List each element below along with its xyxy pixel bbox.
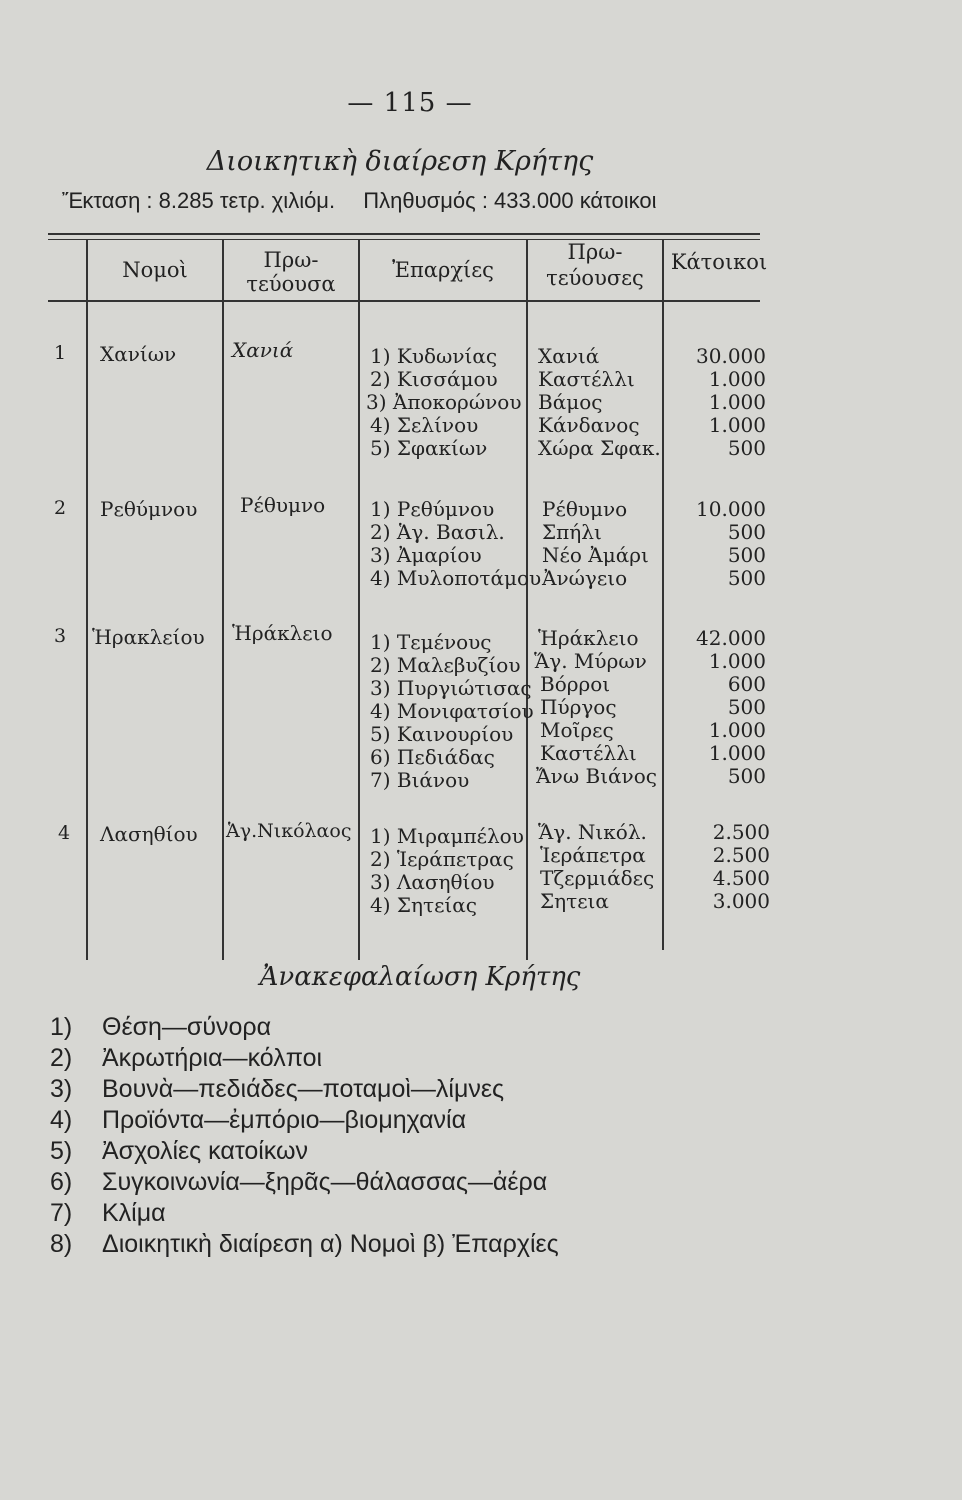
header-katoikoi: Κάτοικοι bbox=[670, 250, 768, 274]
header-protevousa-2: τεύουσα bbox=[246, 272, 336, 296]
province-name: 2) Ἁγ. Βασιλ. bbox=[370, 520, 505, 544]
header-protevouses-2: τεύουσες bbox=[546, 266, 644, 290]
province-name: 5) Καινουρίου bbox=[370, 722, 514, 746]
col-rule-2 bbox=[222, 240, 224, 960]
prefecture-number: 4 bbox=[58, 822, 71, 844]
province-name: 4) Σελίνου bbox=[370, 413, 479, 437]
list-index: 8) bbox=[50, 1230, 73, 1258]
province-population: 10.000 bbox=[696, 497, 766, 521]
page-title: Διοικητικὴ διαίρεση Κρήτης bbox=[206, 146, 594, 177]
prefecture-name: Ἡρακλείου bbox=[92, 625, 205, 649]
list-index: 4) bbox=[50, 1106, 73, 1134]
province-capital: Ἅγ. Μύρων bbox=[534, 649, 647, 673]
list-item bbox=[50, 1229, 559, 1260]
summary-list bbox=[50, 1012, 559, 1260]
prefecture-name: Λασηθίου bbox=[100, 822, 198, 846]
list-index: 1) bbox=[50, 1013, 73, 1041]
list-index: 6) bbox=[50, 1168, 73, 1196]
list-item bbox=[50, 1074, 559, 1105]
province-capital: Καστέλλι bbox=[538, 367, 635, 391]
header-nomoi: Νομοὶ bbox=[122, 258, 188, 282]
prefecture-number: 2 bbox=[54, 497, 67, 519]
province-capital: Σπήλι bbox=[542, 520, 602, 544]
list-text: Κλίμα bbox=[102, 1199, 166, 1227]
province-population: 2.500 bbox=[712, 843, 770, 867]
province-population: 500 bbox=[727, 695, 766, 719]
province-name: 3) Ἀμαρίου bbox=[370, 543, 482, 567]
province-name: 2) Ἱεράπετρας bbox=[370, 847, 514, 871]
header-bottom-rule bbox=[48, 300, 760, 302]
area-text: Ἔκταση : 8.285 τετρ. χιλιόμ. bbox=[62, 188, 336, 213]
province-capital: Καστέλλι bbox=[540, 741, 637, 765]
province-population: 1.000 bbox=[708, 741, 766, 765]
list-text: Συγκοινωνία—ξηρᾶς—θάλασσας—ἀέρα bbox=[102, 1168, 548, 1196]
list-item bbox=[50, 1167, 559, 1198]
province-capital: Κάνδανος bbox=[538, 413, 640, 437]
province-capital: Πύργος bbox=[540, 695, 617, 719]
province-capital: Σητεια bbox=[540, 889, 609, 913]
list-index: 7) bbox=[50, 1199, 73, 1227]
province-population: 1.000 bbox=[708, 390, 766, 414]
province-name: 1) Κυδωνίας bbox=[370, 344, 498, 368]
header-protevousa-1: Πρω- bbox=[263, 248, 319, 272]
province-capital: Βόρροι bbox=[540, 672, 611, 696]
province-capital: Ἀνώγειο bbox=[542, 566, 628, 590]
province-capital: Χώρα Σφακ. bbox=[538, 436, 661, 460]
summary-title: Ἀνακεφαλαίωση Κρήτης bbox=[259, 962, 581, 992]
province-capital: Ἄνω Βιάνος bbox=[536, 764, 657, 788]
province-population: 4.500 bbox=[712, 866, 770, 890]
population-text: Πληθυσμός : 433.000 κάτοικοι bbox=[363, 188, 657, 213]
province-name: 2) Μαλεβυζίου bbox=[370, 653, 521, 677]
province-name: 4) Σητείας bbox=[370, 893, 477, 917]
prefecture-name: Χανίων bbox=[100, 342, 177, 366]
prefecture-number: 3 bbox=[54, 625, 67, 647]
col-rule-4 bbox=[526, 240, 528, 960]
province-population: 1.000 bbox=[708, 718, 766, 742]
list-index: 2) bbox=[50, 1044, 73, 1072]
prefecture-name: Ρεθύμνου bbox=[100, 497, 198, 521]
province-population: 500 bbox=[727, 520, 766, 544]
list-item bbox=[50, 1136, 559, 1167]
list-text: Διοικητικὴ διαίρεση α) Νομοὶ β) Ἐπαρχίες bbox=[102, 1230, 559, 1258]
province-name: 1) Τεμένους bbox=[370, 630, 492, 654]
province-name: 2) Κισσάμου bbox=[370, 367, 498, 391]
province-name: 5) Σφακίων bbox=[370, 436, 488, 460]
province-capital: Τζερμιάδες bbox=[540, 866, 655, 890]
province-name: 4) Μονιφατσίου bbox=[370, 699, 534, 723]
province-capital: Χανιά bbox=[538, 344, 600, 368]
province-capital: Ἱεράπετρα bbox=[540, 843, 646, 867]
province-name: 3) Πυργιώτισας bbox=[370, 676, 532, 700]
header-protevouses-1: Πρω- bbox=[567, 240, 623, 264]
province-capital: Ἡράκλειο bbox=[538, 626, 639, 650]
province-population: 1.000 bbox=[708, 649, 766, 673]
province-name: 3) Ἀποκορώνου bbox=[366, 390, 522, 414]
list-item bbox=[50, 1043, 559, 1074]
province-population: 500 bbox=[727, 764, 766, 788]
list-item bbox=[50, 1198, 559, 1229]
prefecture-capital: Ἁγ.Νικόλαος bbox=[226, 820, 352, 842]
province-population: 600 bbox=[727, 672, 766, 696]
list-index: 3) bbox=[50, 1075, 73, 1103]
province-population: 1.000 bbox=[708, 367, 766, 391]
province-name: 4) Μυλοποτάμου bbox=[370, 566, 542, 590]
list-item bbox=[50, 1012, 559, 1043]
province-name: 1) Μιραμπέλου bbox=[370, 824, 524, 848]
province-population: 500 bbox=[727, 436, 766, 460]
province-name: 6) Πεδιάδας bbox=[370, 745, 495, 769]
page-number: — 115 — bbox=[347, 88, 473, 118]
province-name: 1) Ρεθύμνου bbox=[370, 497, 495, 521]
province-population: 500 bbox=[727, 566, 766, 590]
province-population: 2.500 bbox=[712, 820, 770, 844]
table-top-rule bbox=[48, 233, 760, 235]
prefecture-number: 1 bbox=[54, 342, 67, 364]
province-capital: Βάμος bbox=[538, 390, 603, 414]
province-population: 3.000 bbox=[712, 889, 770, 913]
list-text: Προϊόντα—ἐμπόριο—βιομηχανία bbox=[102, 1106, 467, 1134]
province-population: 42.000 bbox=[696, 626, 766, 650]
col-rule-1 bbox=[86, 240, 88, 960]
province-population: 30.000 bbox=[696, 344, 766, 368]
province-capital: Μοῖρες bbox=[540, 718, 614, 742]
province-name: 3) Λασηθίου bbox=[370, 870, 495, 894]
province-population: 1.000 bbox=[708, 413, 766, 437]
header-eparchies: Ἐπαρχίες bbox=[392, 258, 494, 282]
list-index: 5) bbox=[50, 1137, 73, 1165]
province-capital: Νέο Ἀμάρι bbox=[542, 543, 649, 567]
list-text: Ἀκρωτήρια—κόλποι bbox=[102, 1044, 323, 1072]
prefecture-capital: Χανιά bbox=[232, 338, 294, 362]
col-rule-3 bbox=[358, 240, 360, 960]
province-capital: Ρέθυμνο bbox=[542, 497, 628, 521]
list-text: Ἀσχολίες κατοίκων bbox=[102, 1137, 309, 1165]
province-capital: Ἅγ. Νικόλ. bbox=[538, 820, 647, 844]
prefecture-capital: Ἡράκλειο bbox=[232, 621, 333, 645]
list-text: Βουνὰ—πεδιάδες—ποταμοὶ—λίμνες bbox=[102, 1075, 505, 1103]
province-population: 500 bbox=[727, 543, 766, 567]
list-item bbox=[50, 1105, 559, 1136]
province-name: 7) Βιάνου bbox=[370, 768, 470, 792]
list-text: Θέση—σύνορα bbox=[102, 1013, 272, 1041]
prefecture-capital: Ρέθυμνο bbox=[240, 493, 326, 517]
